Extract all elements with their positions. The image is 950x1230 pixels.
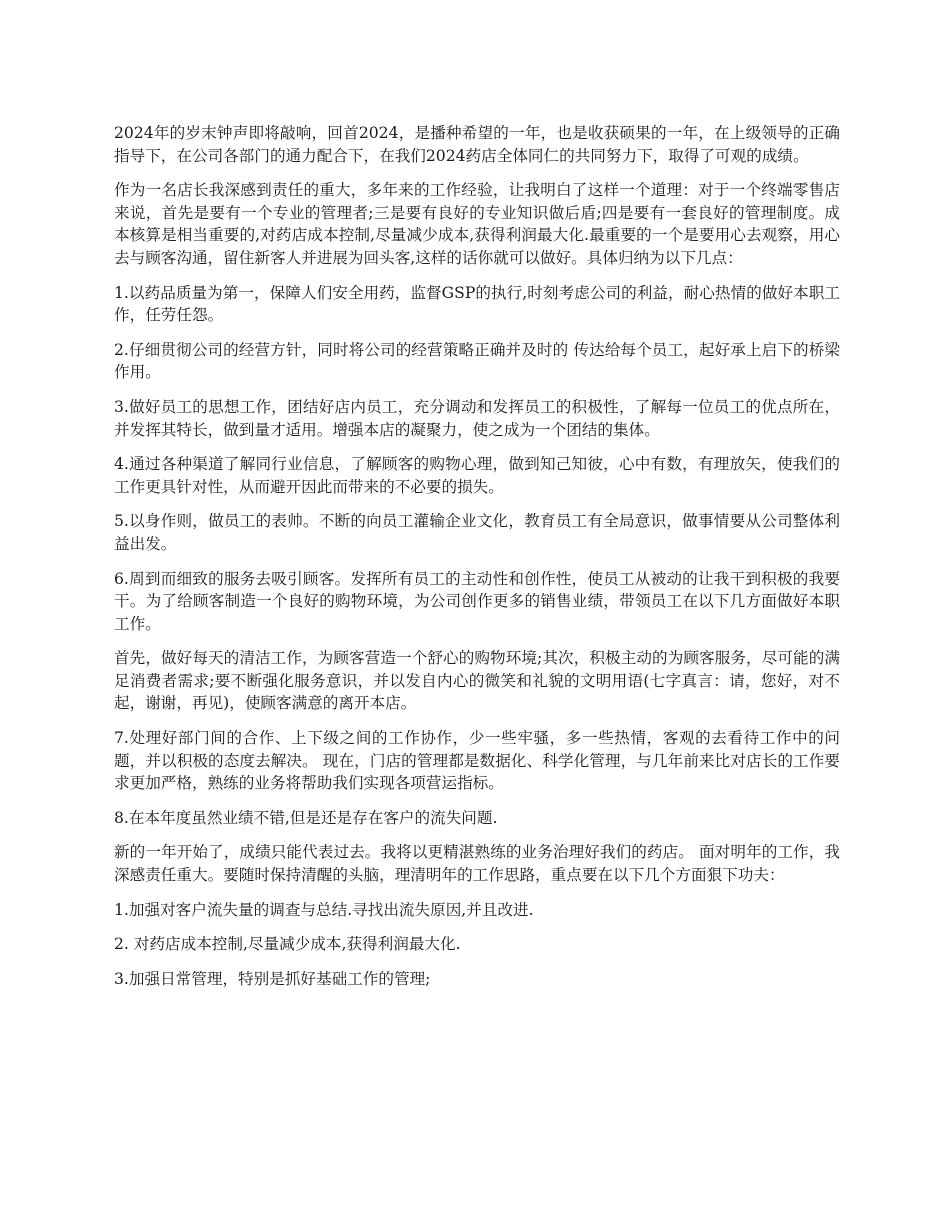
paragraph-service-details: 首先，做好每天的清洁工作，为顾客营造一个舒心的购物环境;其次，积极主动的为顾客服务，尽可能的满足消费者需求;要不断强化服务意识，并以发自内心的微笑和礼貌的文明用语(七字真言：请，您好，对不起，谢谢，再见)，使顾客满意的离开本店。	[114, 649, 840, 713]
paragraph-plan-1: 1.加强对客户流失量的调查与总结.寻找出流失原因,并且改进.	[114, 900, 534, 919]
paragraph-point-3: 3.做好员工的思想工作，团结好店内员工，充分调动和发挥员工的积极性，了解每一位员工的优点所在，并发挥其特长，做到量才适用。增强本店的凝聚力，使之成为一个团结的集体。	[114, 397, 840, 439]
document-body	[114, 122, 840, 1002]
paragraph-point-5: 5.以身作则，做员工的表帅。不断的向员工灌输企业文化，教育员工有全局意识，做事情要从公司整体利益出发。	[114, 512, 840, 553]
paragraph-point-2: 2.仔细贯彻公司的经营方针，同时将公司的经营策略正确并及时的 传达给每个员工，起好承上启下的桥梁作用。	[114, 340, 840, 382]
paragraph-experience: 作为一名店长我深感到责任的重大，多年来的工作经验，让我明白了这样一个道理：对于一个终端零售店来说，首先是要有一个专业的管理者;三是要有良好的专业知识做后盾;四是要有一套良好的管理制度。成本核算是相当重要的,对药店成本控制,尽量减少成本,获得利润最大化.最重要的一个是要用心去观察，用心去与顾客沟通，留住新客人并进展为回头客,这样的话你就可以做好。具体归纳为以下几点：	[114, 181, 840, 267]
paragraph-point-7: 7.处理好部门间的合作、上下级之间的工作协作，少一些牢骚，多一些热情，客观的去看待工作中的问题，并以积极的态度去解决。 现在，门店的管理都是数据化、科学化管理，与几年前来比对店长的工作要求更加严格，熟练的业务将帮助我们实现各项营运指标。	[114, 729, 840, 793]
paragraph-new-year: 新的一年开始了，成绩只能代表过去。我将以更精湛熟练的业务治理好我们的药店。 面对明年的工作，我深感责任重大。要随时保持清醒的头脑，理清明年的工作思路，重点要在以下几个方面狠下功夫：	[114, 843, 840, 885]
paragraph-intro: 2024年的岁末钟声即将敲响，回首2024，是播种希望的一年，也是收获硕果的一年，在上级领导的正确指导下，在公司各部门的通力配合下，在我们2024药店全体同仁的共同努力下，取得了可观的成绩。	[114, 124, 840, 165]
paragraph-plan-2: 2. 对药店成本控制,尽量减少成本,获得利润最大化.	[114, 935, 461, 954]
paragraph-point-8: 8.在本年度虽然业绩不错,但是还是存在客户的流失问题.	[114, 808, 498, 827]
paragraph-point-6: 6.周到而细致的服务去吸引顾客。发挥所有员工的主动性和创作性，使员工从被动的让我干到积极的我要干。为了给顾客制造一个良好的购物环境，为公司创作更多的销售业绩，带领员工在以下几方面做好本职工作。	[114, 569, 840, 633]
paragraph-point-4: 4.通过各种渠道了解同行业信息，了解顾客的购物心理，做到知己知彼，心中有数，有理放矢，使我们的工作更具针对性，从而避开因此而带来的不必要的损失。	[114, 455, 840, 496]
paragraph-point-1: 1.以药品质量为第一，保障人们安全用药，监督GSP的执行,时刻考虑公司的利益，耐心热情的做好本职工作，任劳任怨。	[114, 283, 840, 325]
paragraph-plan-3: 3.加强日常管理，特别是抓好基础工作的管理;	[114, 969, 431, 988]
